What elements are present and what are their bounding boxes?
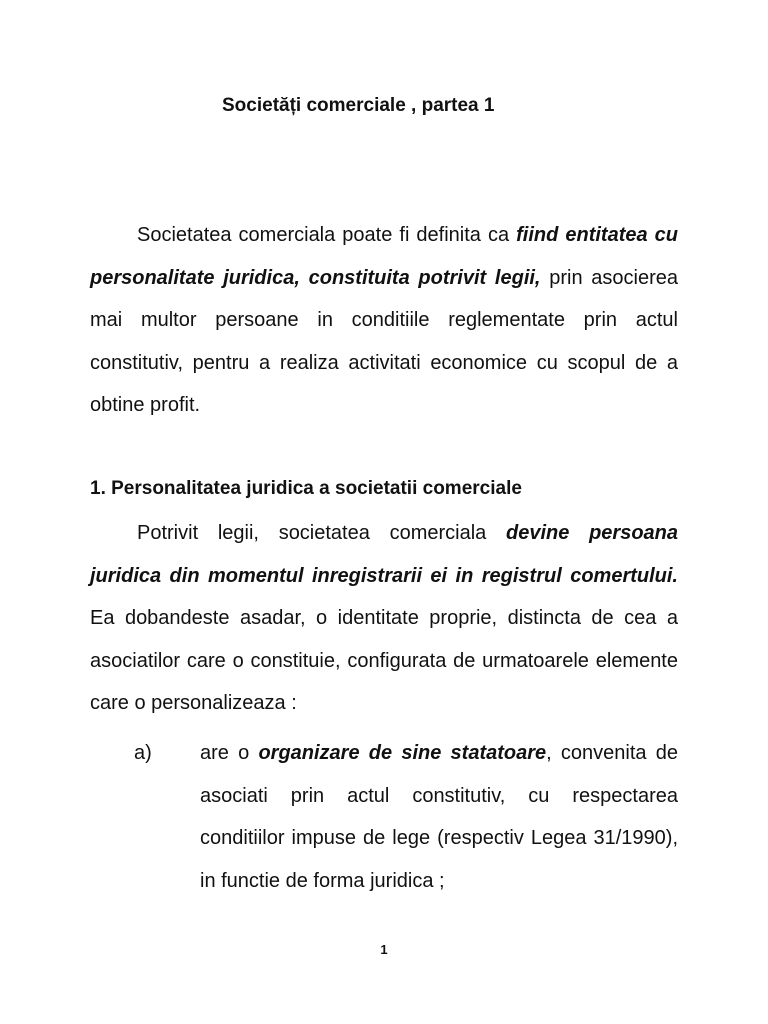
list-item-marker: a) xyxy=(134,742,152,764)
section-paragraph xyxy=(90,512,678,725)
intro-text-2: prin asocierea mai multor persoane in conditiile reglementate prin actul constitutiv, pentru a realiza activitati economice cu scopul de a obtine profit. xyxy=(90,266,678,416)
section-emphasis: devine persoana juridica din momentul inregistrarii ei in registrul comertului. xyxy=(90,522,679,587)
list-item-text-2: , convenita de asociati prin actul constitutiv, cu respectarea conditiilor impuse de lege (respectiv Legea 31/1990), in functie de forma juridica ; xyxy=(200,742,678,892)
list-item-text xyxy=(200,732,678,902)
list-item-emphasis: organizare de sine statatoare xyxy=(258,742,547,764)
section-text-1: Potrivit legii, societatea comerciala xyxy=(137,522,506,544)
list-item-text-1: are o xyxy=(200,742,259,764)
intro-paragraph xyxy=(90,214,678,427)
section-heading: 1. Personalitatea juridica a societatii comerciale xyxy=(90,478,522,499)
intro-text-1: Societatea comerciala poate fi definita ca xyxy=(137,224,517,246)
page-number: 1 xyxy=(380,942,388,957)
section-text-2: Ea dobandeste asadar, o identitate proprie, distincta de cea a asociatilor care o constituie, configurata de urmatoarele elemente care o personalizeaza : xyxy=(90,607,678,714)
intro-emphasis: fiind entitatea cu personalitate juridica, constituita potrivit legii, xyxy=(90,224,678,289)
document-title: Societăți comerciale , partea 1 xyxy=(222,95,495,116)
